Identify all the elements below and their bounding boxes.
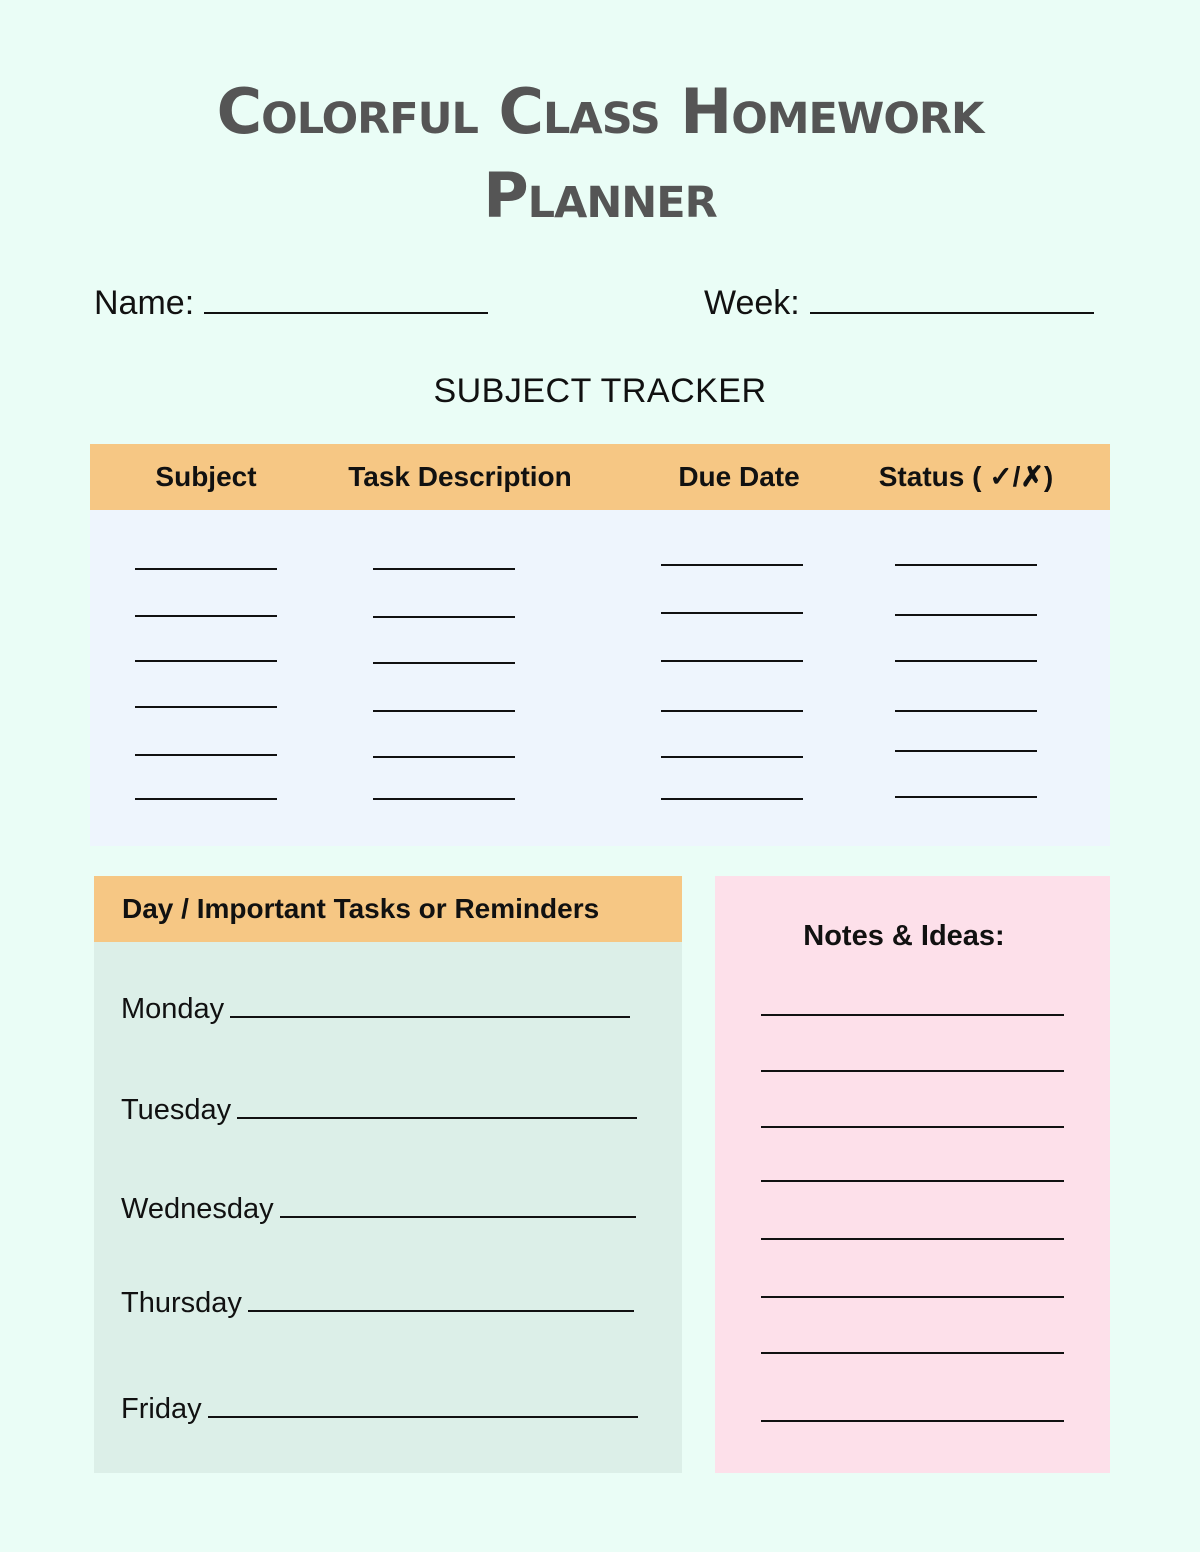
- notes-blank-line[interactable]: [761, 1126, 1064, 1128]
- subject-blank-line[interactable]: [135, 568, 277, 570]
- day-label-monday: Monday: [121, 993, 225, 1025]
- notes-blank-line[interactable]: [761, 1352, 1064, 1354]
- task-description-blank-line[interactable]: [373, 710, 515, 712]
- due-date-blank-line[interactable]: [661, 798, 803, 800]
- day-row-friday[interactable]: [121, 1388, 638, 1426]
- notes-blank-line[interactable]: [761, 1180, 1064, 1182]
- notes-title: Notes & Ideas:: [803, 920, 1005, 952]
- subject-blank-line[interactable]: [135, 706, 277, 708]
- subject-tracker-table: [90, 444, 1110, 846]
- day-blank-line[interactable]: [208, 1388, 638, 1418]
- name-field[interactable]: [94, 278, 488, 323]
- day-reminders-panel: [94, 876, 682, 1473]
- status-blank-line[interactable]: [895, 660, 1037, 662]
- task-description-blank-line[interactable]: [373, 568, 515, 570]
- status-blank-line[interactable]: [895, 750, 1037, 752]
- notes-blank-line[interactable]: [761, 1070, 1064, 1072]
- notes-blank-line[interactable]: [761, 1014, 1064, 1016]
- column-header-task-description: Task Description: [348, 461, 572, 492]
- day-row-monday[interactable]: [121, 988, 630, 1026]
- page-title: [0, 70, 1200, 238]
- day-blank-line[interactable]: [237, 1089, 637, 1119]
- status-blank-line[interactable]: [895, 564, 1037, 566]
- subject-blank-line[interactable]: [135, 754, 277, 756]
- subject-blank-line[interactable]: [135, 615, 277, 617]
- due-date-blank-line[interactable]: [661, 756, 803, 758]
- task-description-blank-line[interactable]: [373, 662, 515, 664]
- status-blank-line[interactable]: [895, 710, 1037, 712]
- task-description-blank-line[interactable]: [373, 616, 515, 618]
- week-blank-line[interactable]: [810, 278, 1094, 314]
- due-date-blank-line[interactable]: [661, 660, 803, 662]
- page-title-line-1: Colorful Class Homework: [216, 75, 984, 148]
- subject-blank-line[interactable]: [135, 798, 277, 800]
- notes-blank-line[interactable]: [761, 1296, 1064, 1298]
- day-label-tuesday: Tuesday: [121, 1094, 232, 1126]
- subject-blank-line[interactable]: [135, 660, 277, 662]
- notes-blank-line[interactable]: [761, 1238, 1064, 1240]
- page-title-line-2: Planner: [483, 159, 717, 232]
- status-blank-line[interactable]: [895, 796, 1037, 798]
- due-date-blank-line[interactable]: [661, 612, 803, 614]
- day-label-friday: Friday: [121, 1393, 202, 1425]
- day-row-tuesday[interactable]: [121, 1089, 637, 1127]
- subject-tracker-title: SUBJECT TRACKER: [433, 372, 767, 410]
- column-header-status: Status ( ✓/✗): [878, 461, 1054, 492]
- day-label-thursday: Thursday: [121, 1287, 242, 1319]
- due-date-blank-line[interactable]: [661, 710, 803, 712]
- day-label-wednesday: Wednesday: [121, 1193, 274, 1225]
- notes-blank-line[interactable]: [761, 1420, 1064, 1422]
- day-blank-line[interactable]: [280, 1188, 636, 1218]
- day-blank-line[interactable]: [230, 988, 630, 1018]
- due-date-blank-line[interactable]: [661, 564, 803, 566]
- column-header-due-date: Due Date: [678, 461, 800, 492]
- day-reminders-header: Day / Important Tasks or Reminders: [94, 876, 682, 942]
- week-label: Week:: [704, 284, 800, 322]
- column-header-subject: Subject: [155, 461, 257, 492]
- task-description-blank-line[interactable]: [373, 756, 515, 758]
- notes-panel: [715, 876, 1110, 1473]
- name-label: Name:: [94, 284, 195, 322]
- day-row-wednesday[interactable]: [121, 1188, 636, 1226]
- task-description-blank-line[interactable]: [373, 798, 515, 800]
- subject-tracker-header: [90, 444, 1110, 510]
- week-field[interactable]: [704, 278, 1094, 323]
- name-blank-line[interactable]: [204, 278, 488, 314]
- day-blank-line[interactable]: [248, 1282, 634, 1312]
- status-blank-line[interactable]: [895, 614, 1037, 616]
- day-row-thursday[interactable]: [121, 1282, 634, 1320]
